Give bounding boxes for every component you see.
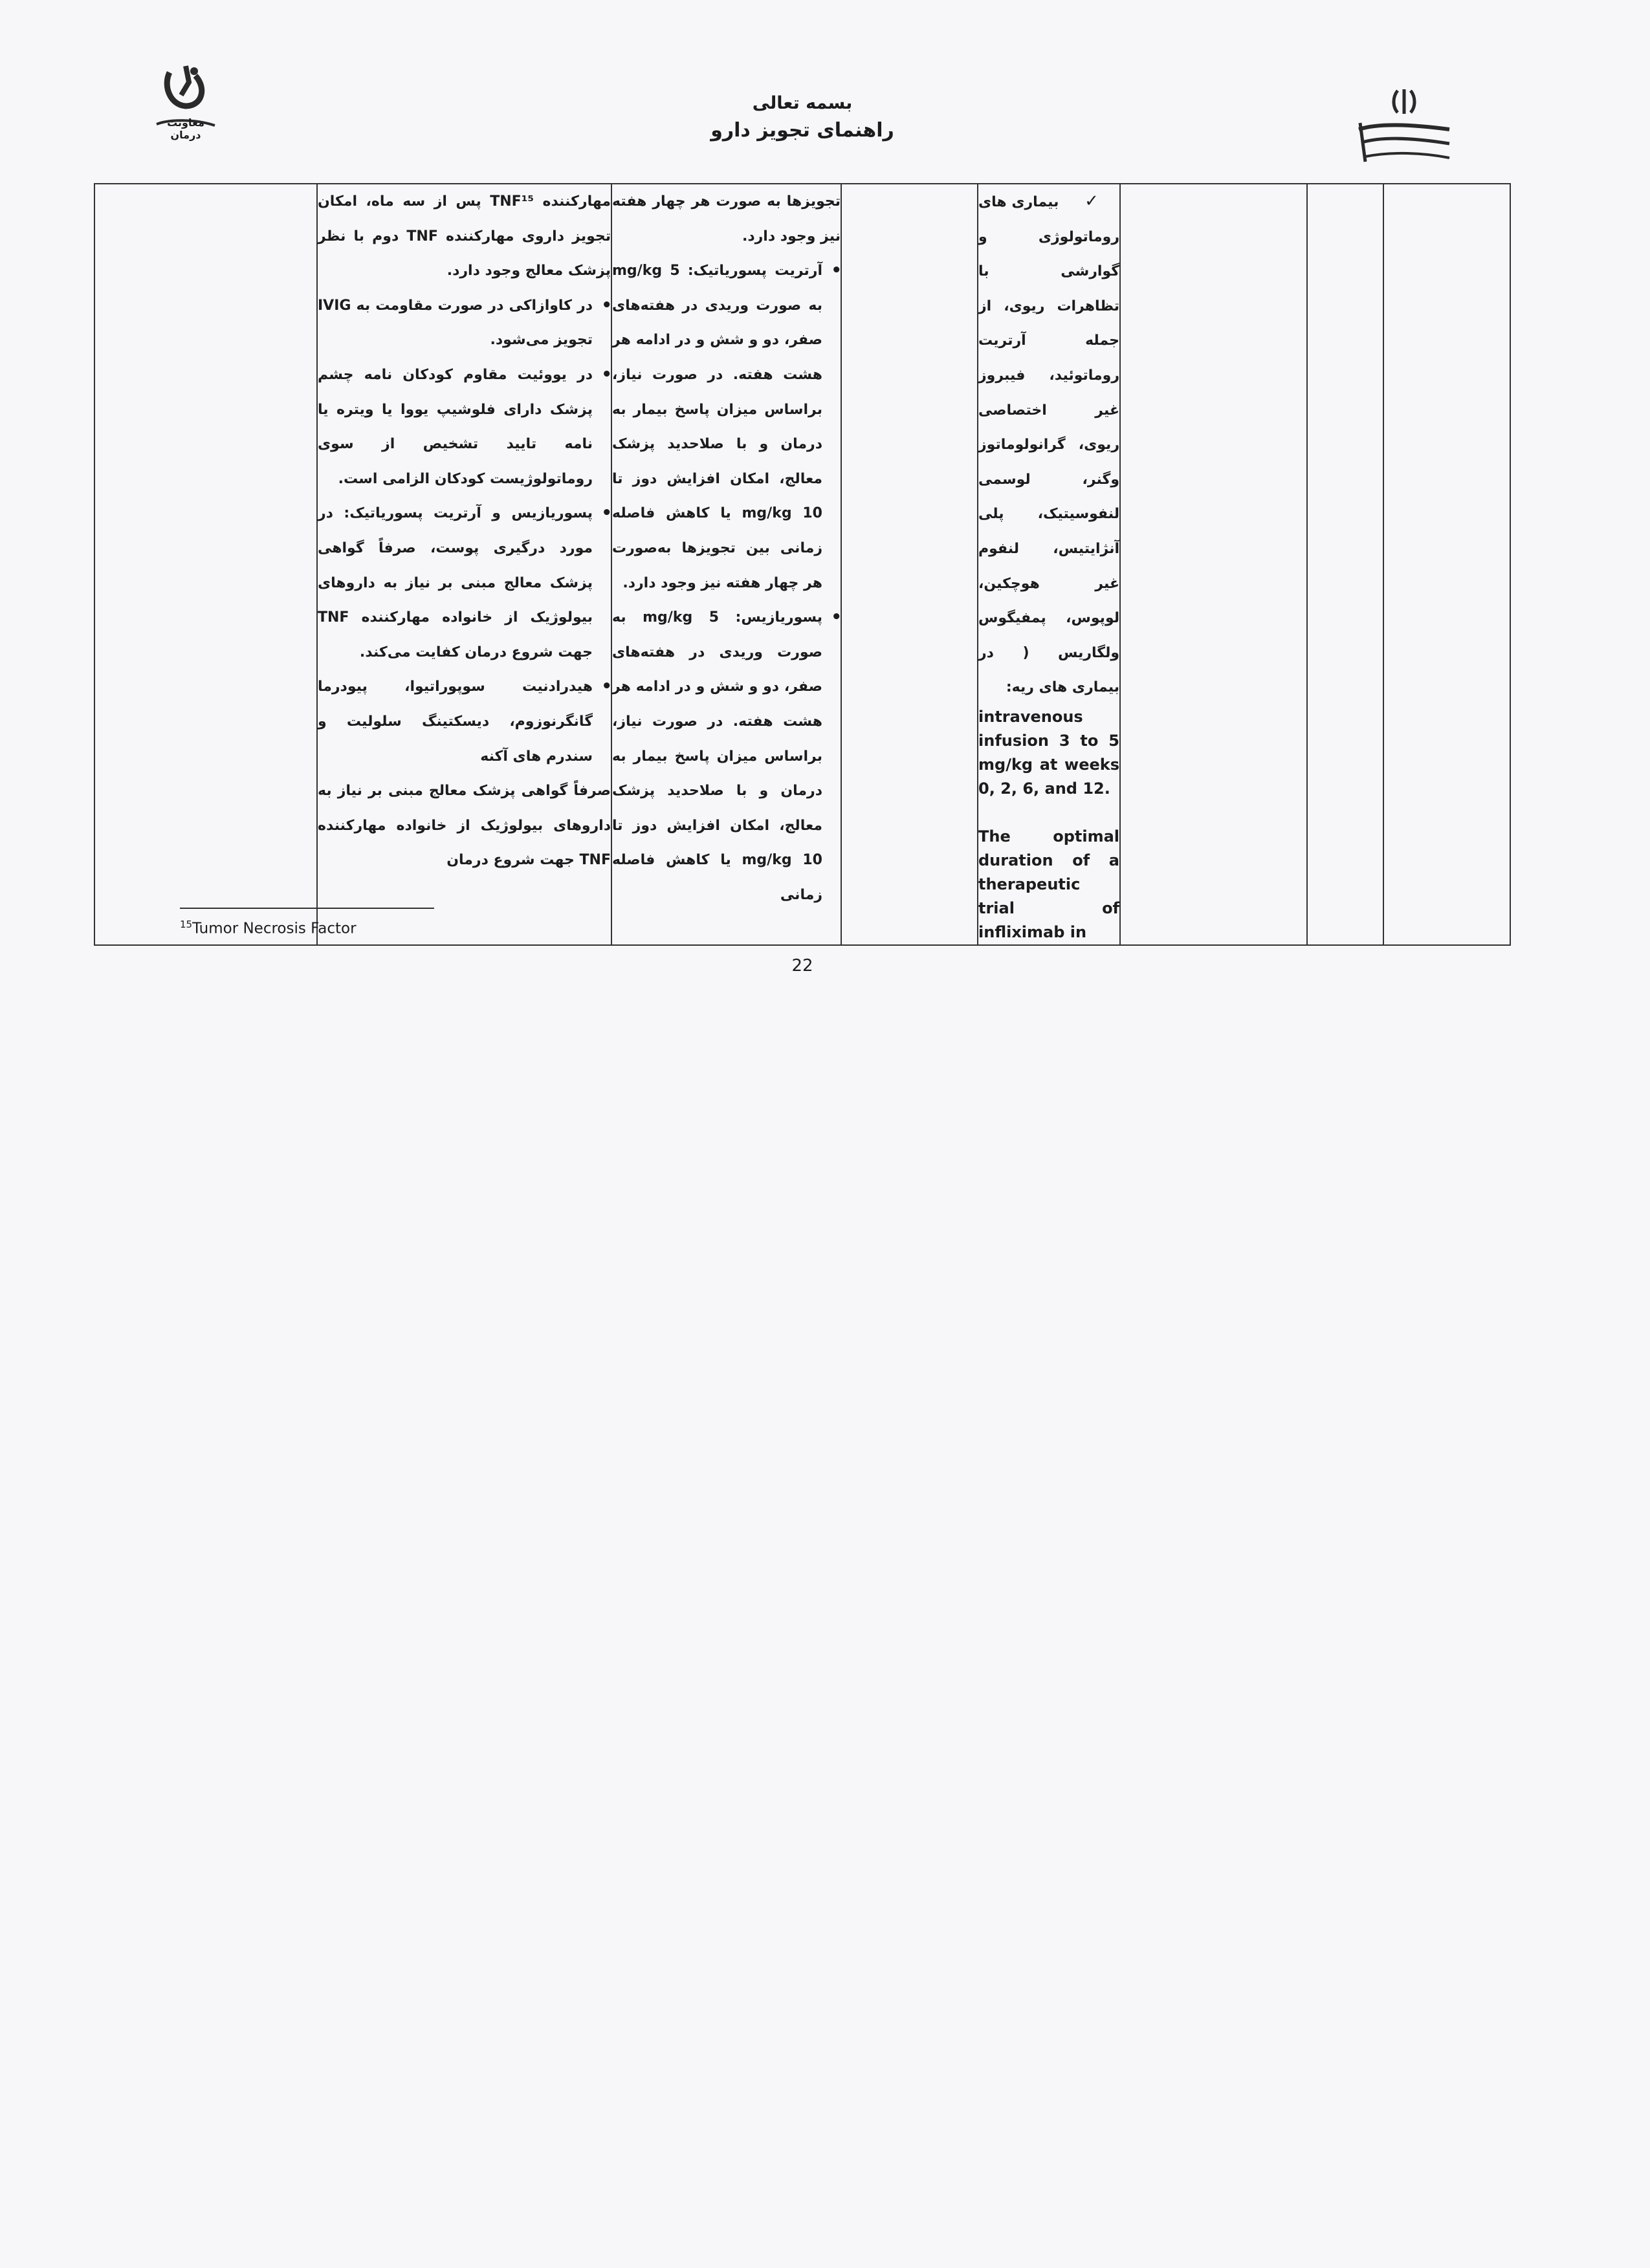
indication-en-para-1: intravenous infusion 3 to 5 mg/kg at weeks 0, 2, 6, and 12. [978,707,1119,798]
dosage-bullet-list [612,254,841,912]
table-cell-empty-4 [1307,184,1383,945]
table-cell-empty-5 [1383,184,1510,945]
table-cell-indication [978,184,1120,945]
notes-bullet: • هیدرادنیت سوپوراتیوا، پیودرما گانگرنوزوم، دیسکتینگ سلولیت و سندرم های آکنه [318,670,593,774]
footnote [180,919,357,937]
dosage-para-1: تجویزها به صورت هر چهار هفته نیز وجود دارد. [612,193,841,245]
header-bismillah: بسمه تعالی [752,93,853,113]
notes-para-2: صرفاً گواهی پزشک معالج مبنی بر نیاز به داروهای بیولوژیک از خانواده مهارکننده TNF جهت شروع درمان [318,783,611,869]
notes-para-1: مهارکننده TNF¹⁵ پس از سه ماه، امکان تجویز داروی مهارکننده TNF دوم با نظر پزشک معالج وجود دارد. [318,193,611,279]
dosage-bullet: • آرتریت پسوریاتیک: 5 mg/kg به صورت وریدی در هفته‌های صفر، دو و شش و در ادامه هر هشت هفته. در صورت نیاز، براساس میزان پاسخ بیمار به درمان و با صلاحدید پزشک معالج، امکان افزایش دوز تا 10 mg/kg یا کاهش فاصله زمانی بین تجویزها به‌صورت هر چهار هفته نیز وجود دارد. [612,254,822,600]
iran-emblem-logo [1352,84,1456,168]
drug-guideline-table [94,183,1511,946]
footnote-divider [180,908,434,909]
notes-bullet: • در یووئیت مقاوم کودکان نامه چشم پزشک دارای فلوشیپ یووا یا ویتره یا نامه تایید تشخیص از سوی روماتولوژیست کودکان الزامی است. [318,358,593,496]
table-cell-empty-3 [1120,184,1307,945]
footnote-text: Tumor Necrosis Factor [192,920,357,937]
checkmark-icon: ✓ [1084,191,1119,211]
indication-fa-text: بیماری های روماتولوژی و گوارشی با تظاهرات ریوی، از جمله آرتریت روماتوئید، فیبروز غیر اختصاصی ریوی، گرانولوماتوز وگنر، لوسمی لنفوسیتیک، پلی آنژایتیس، لنفوم غیر هوچکین، لوپوس، پمفیگوس ولگاریس ( در بیماری های ریه: [978,194,1119,696]
table-cell-notes [317,184,611,945]
logo-caption: معاونت درمان [167,116,204,141]
header-title: راهنمای تجویز دارو [710,119,894,142]
table-cell-empty-1 [94,184,317,945]
indication-en-para-2: The optimal duration of a therapeutic trial of infliximab in [978,827,1119,941]
notes-bullet: • پسوریازیس و آرتریت پسوریاتیک: در مورد درگیری پوست، صرفاً گواهی پزشک معالج مبنی بر نیاز به داروهای بیولوژیک از خانواده مهارکننده TNF جهت شروع درمان کفایت می‌کند. [318,496,593,670]
notes-bullet: • در کاوازاکی در صورت مقاومت به IVIG تجویز می‌شود. [318,289,593,358]
dosage-bullet: • پسوریازیس: 5 mg/kg به صورت وریدی در هفته‌های صفر، دو و شش و در ادامه هر هشت هفته. در صورت نیاز، براساس میزان پاسخ بیمار به درمان و با صلاحدید پزشک معالج، امکان افزایش دوز تا 10 mg/kg یا کاهش فاصله زمانی [612,600,822,912]
table-cell-empty-2 [841,184,978,945]
notes-bullet-list [318,289,611,774]
page-header [647,91,958,145]
table-cell-dosage [611,184,841,945]
page-number: 22 [791,956,813,976]
footnote-number: 15 [180,919,193,930]
